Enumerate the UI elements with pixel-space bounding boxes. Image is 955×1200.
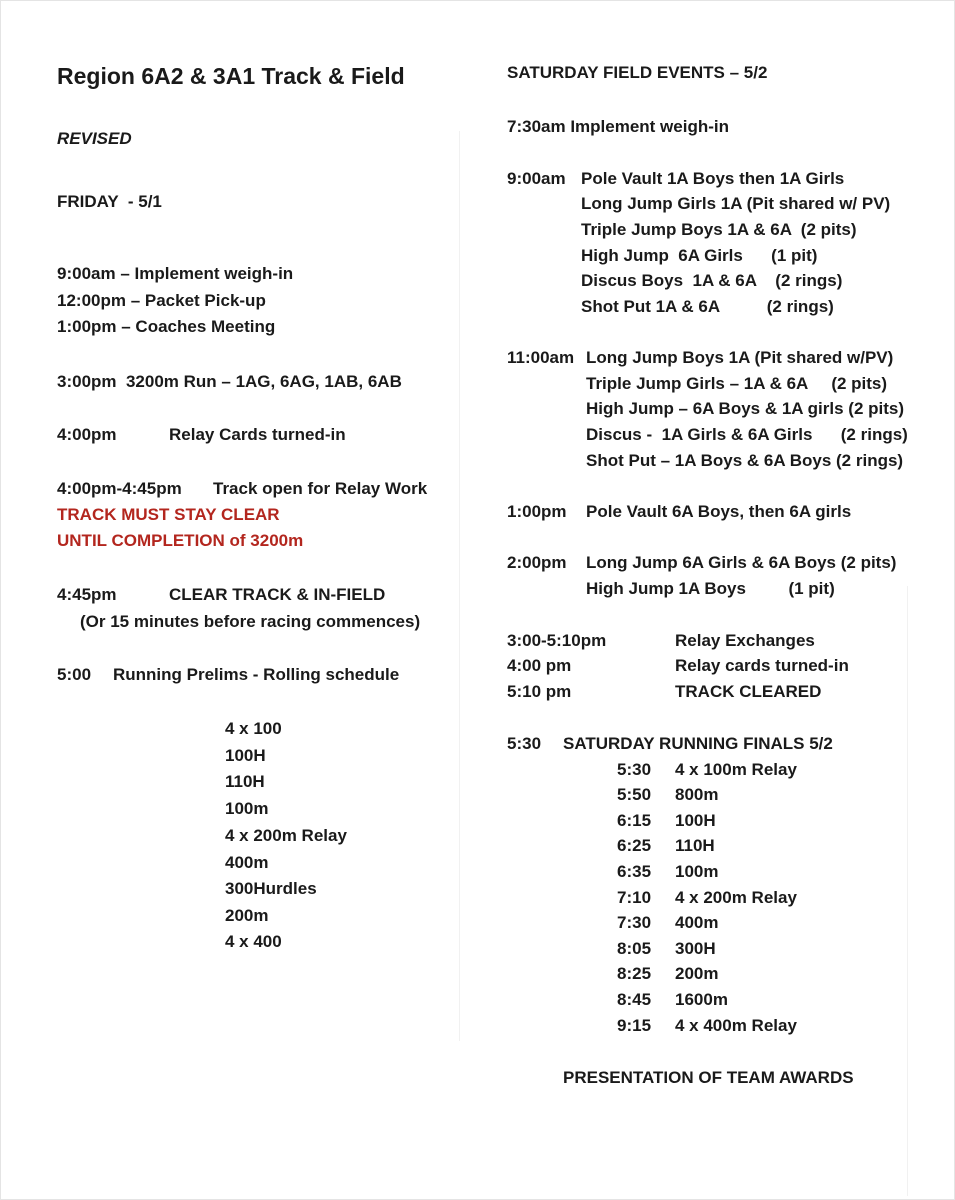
prelim-event: 400m bbox=[225, 853, 269, 872]
block-900-time: 9:00am bbox=[507, 169, 566, 188]
field-event: Shot Put – 1A Boys & 6A Boys (2 rings) bbox=[586, 451, 904, 470]
prelims-time: 5:00 bbox=[57, 665, 92, 684]
field-event: Long Jump Boys 1A (Pit shared w/PV) bbox=[586, 348, 894, 367]
clear-track-time: 4:45pm bbox=[57, 585, 117, 604]
afternoon-text: Relay cards turned-in bbox=[675, 656, 849, 675]
final-event: 800m bbox=[675, 785, 719, 804]
final-event: 100H bbox=[675, 811, 716, 830]
afternoon-time: 3:00-5:10pm bbox=[507, 631, 607, 650]
prelim-event: 4 x 200m Relay bbox=[225, 826, 347, 845]
relay-work-time: 4:00pm-4:45pm bbox=[57, 479, 182, 498]
final-time: 8:05 bbox=[617, 939, 652, 958]
afternoon-text: TRACK CLEARED bbox=[675, 682, 822, 701]
field-event: High Jump 6A Girls (1 pit) bbox=[581, 246, 818, 265]
field-event: Triple Jump Boys 1A & 6A (2 pits) bbox=[581, 220, 857, 239]
coaches-meeting: 1:00pm – Coaches Meeting bbox=[57, 317, 276, 336]
field-event: Shot Put 1A & 6A (2 rings) bbox=[581, 297, 834, 316]
final-event: 400m bbox=[675, 913, 719, 932]
warning-line-2: UNTIL COMPLETION of 3200m bbox=[57, 531, 304, 550]
saturday-heading: SATURDAY FIELD EVENTS – 5/2 bbox=[507, 63, 768, 82]
field-event: Long Jump 6A Girls & 6A Boys (2 pits) bbox=[586, 553, 897, 572]
right-edge-line bbox=[907, 586, 908, 1196]
clear-track-text: CLEAR TRACK & IN-FIELD bbox=[169, 585, 386, 604]
column-divider bbox=[459, 131, 460, 1041]
final-event: 110H bbox=[675, 836, 715, 855]
final-time: 7:30 bbox=[617, 913, 652, 932]
relay-cards-text: Relay Cards turned-in bbox=[169, 425, 346, 444]
final-event: 4 x 100m Relay bbox=[675, 760, 797, 779]
final-time: 9:15 bbox=[617, 1016, 652, 1035]
final-time: 5:30 bbox=[617, 760, 652, 779]
field-event: Pole Vault 6A Boys, then 6A girls bbox=[586, 502, 852, 521]
friday-weighin: 9:00am – Implement weigh-in bbox=[57, 264, 294, 283]
field-event: Long Jump Girls 1A (Pit shared w/ PV) bbox=[581, 194, 891, 213]
prelim-event: 100m bbox=[225, 799, 269, 818]
final-event: 300H bbox=[675, 939, 716, 958]
packet-pickup: 12:00pm – Packet Pick-up bbox=[57, 291, 266, 310]
final-time: 8:45 bbox=[617, 990, 652, 1009]
final-time: 5:50 bbox=[617, 785, 652, 804]
final-time: 8:25 bbox=[617, 964, 652, 983]
revised-label: REVISED bbox=[57, 129, 132, 148]
field-event: Pole Vault 1A Boys then 1A Girls bbox=[581, 169, 845, 188]
saturday-weighin: 7:30am Implement weigh-in bbox=[507, 117, 729, 136]
relay-cards-time: 4:00pm bbox=[57, 425, 117, 444]
final-event: 4 x 400m Relay bbox=[675, 1016, 797, 1035]
prelim-event: 4 x 100 bbox=[225, 719, 282, 738]
prelim-event: 4 x 400 bbox=[225, 932, 282, 951]
block-200-time: 2:00pm bbox=[507, 553, 567, 572]
warning-line-1: TRACK MUST STAY CLEAR bbox=[57, 505, 280, 524]
field-event: High Jump 1A Boys (1 pit) bbox=[586, 579, 835, 598]
page-title: Region 6A2 & 3A1 Track & Field bbox=[57, 63, 405, 89]
final-event: 1600m bbox=[675, 990, 728, 1009]
prelim-event: 110H bbox=[225, 772, 265, 791]
relay-work-text: Track open for Relay Work bbox=[213, 479, 428, 498]
prelim-event: 200m bbox=[225, 906, 269, 925]
prelims-text: Running Prelims - Rolling schedule bbox=[113, 665, 400, 684]
final-time: 6:15 bbox=[617, 811, 652, 830]
team-awards: PRESENTATION OF TEAM AWARDS bbox=[563, 1068, 854, 1087]
clear-track-note: (Or 15 minutes before racing commences) bbox=[80, 612, 421, 631]
prelim-event: 100H bbox=[225, 746, 266, 765]
final-event: 100m bbox=[675, 862, 719, 881]
afternoon-time: 4:00 pm bbox=[507, 656, 572, 675]
block-100-time: 1:00pm bbox=[507, 502, 567, 521]
afternoon-time: 5:10 pm bbox=[507, 682, 572, 701]
finals-heading: SATURDAY RUNNING FINALS 5/2 bbox=[563, 734, 833, 753]
prelim-event: 300Hurdles bbox=[225, 879, 317, 898]
run-3200: 3:00pm 3200m Run – 1AG, 6AG, 1AB, 6AB bbox=[57, 372, 402, 391]
afternoon-text: Relay Exchanges bbox=[675, 631, 815, 650]
field-event: High Jump – 6A Boys & 1A girls (2 pits) bbox=[586, 399, 905, 418]
field-event: Discus Boys 1A & 6A (2 rings) bbox=[581, 271, 843, 290]
final-time: 6:35 bbox=[617, 862, 652, 881]
final-time: 7:10 bbox=[617, 888, 652, 907]
finals-time: 5:30 bbox=[507, 734, 542, 753]
friday-heading: FRIDAY - 5/1 bbox=[57, 192, 162, 211]
field-event: Discus - 1A Girls & 6A Girls (2 rings) bbox=[586, 425, 908, 444]
block-1100-time: 11:00am bbox=[507, 348, 575, 367]
final-event: 4 x 200m Relay bbox=[675, 888, 797, 907]
field-event: Triple Jump Girls – 1A & 6A (2 pits) bbox=[586, 374, 888, 393]
final-event: 200m bbox=[675, 964, 719, 983]
final-time: 6:25 bbox=[617, 836, 652, 855]
